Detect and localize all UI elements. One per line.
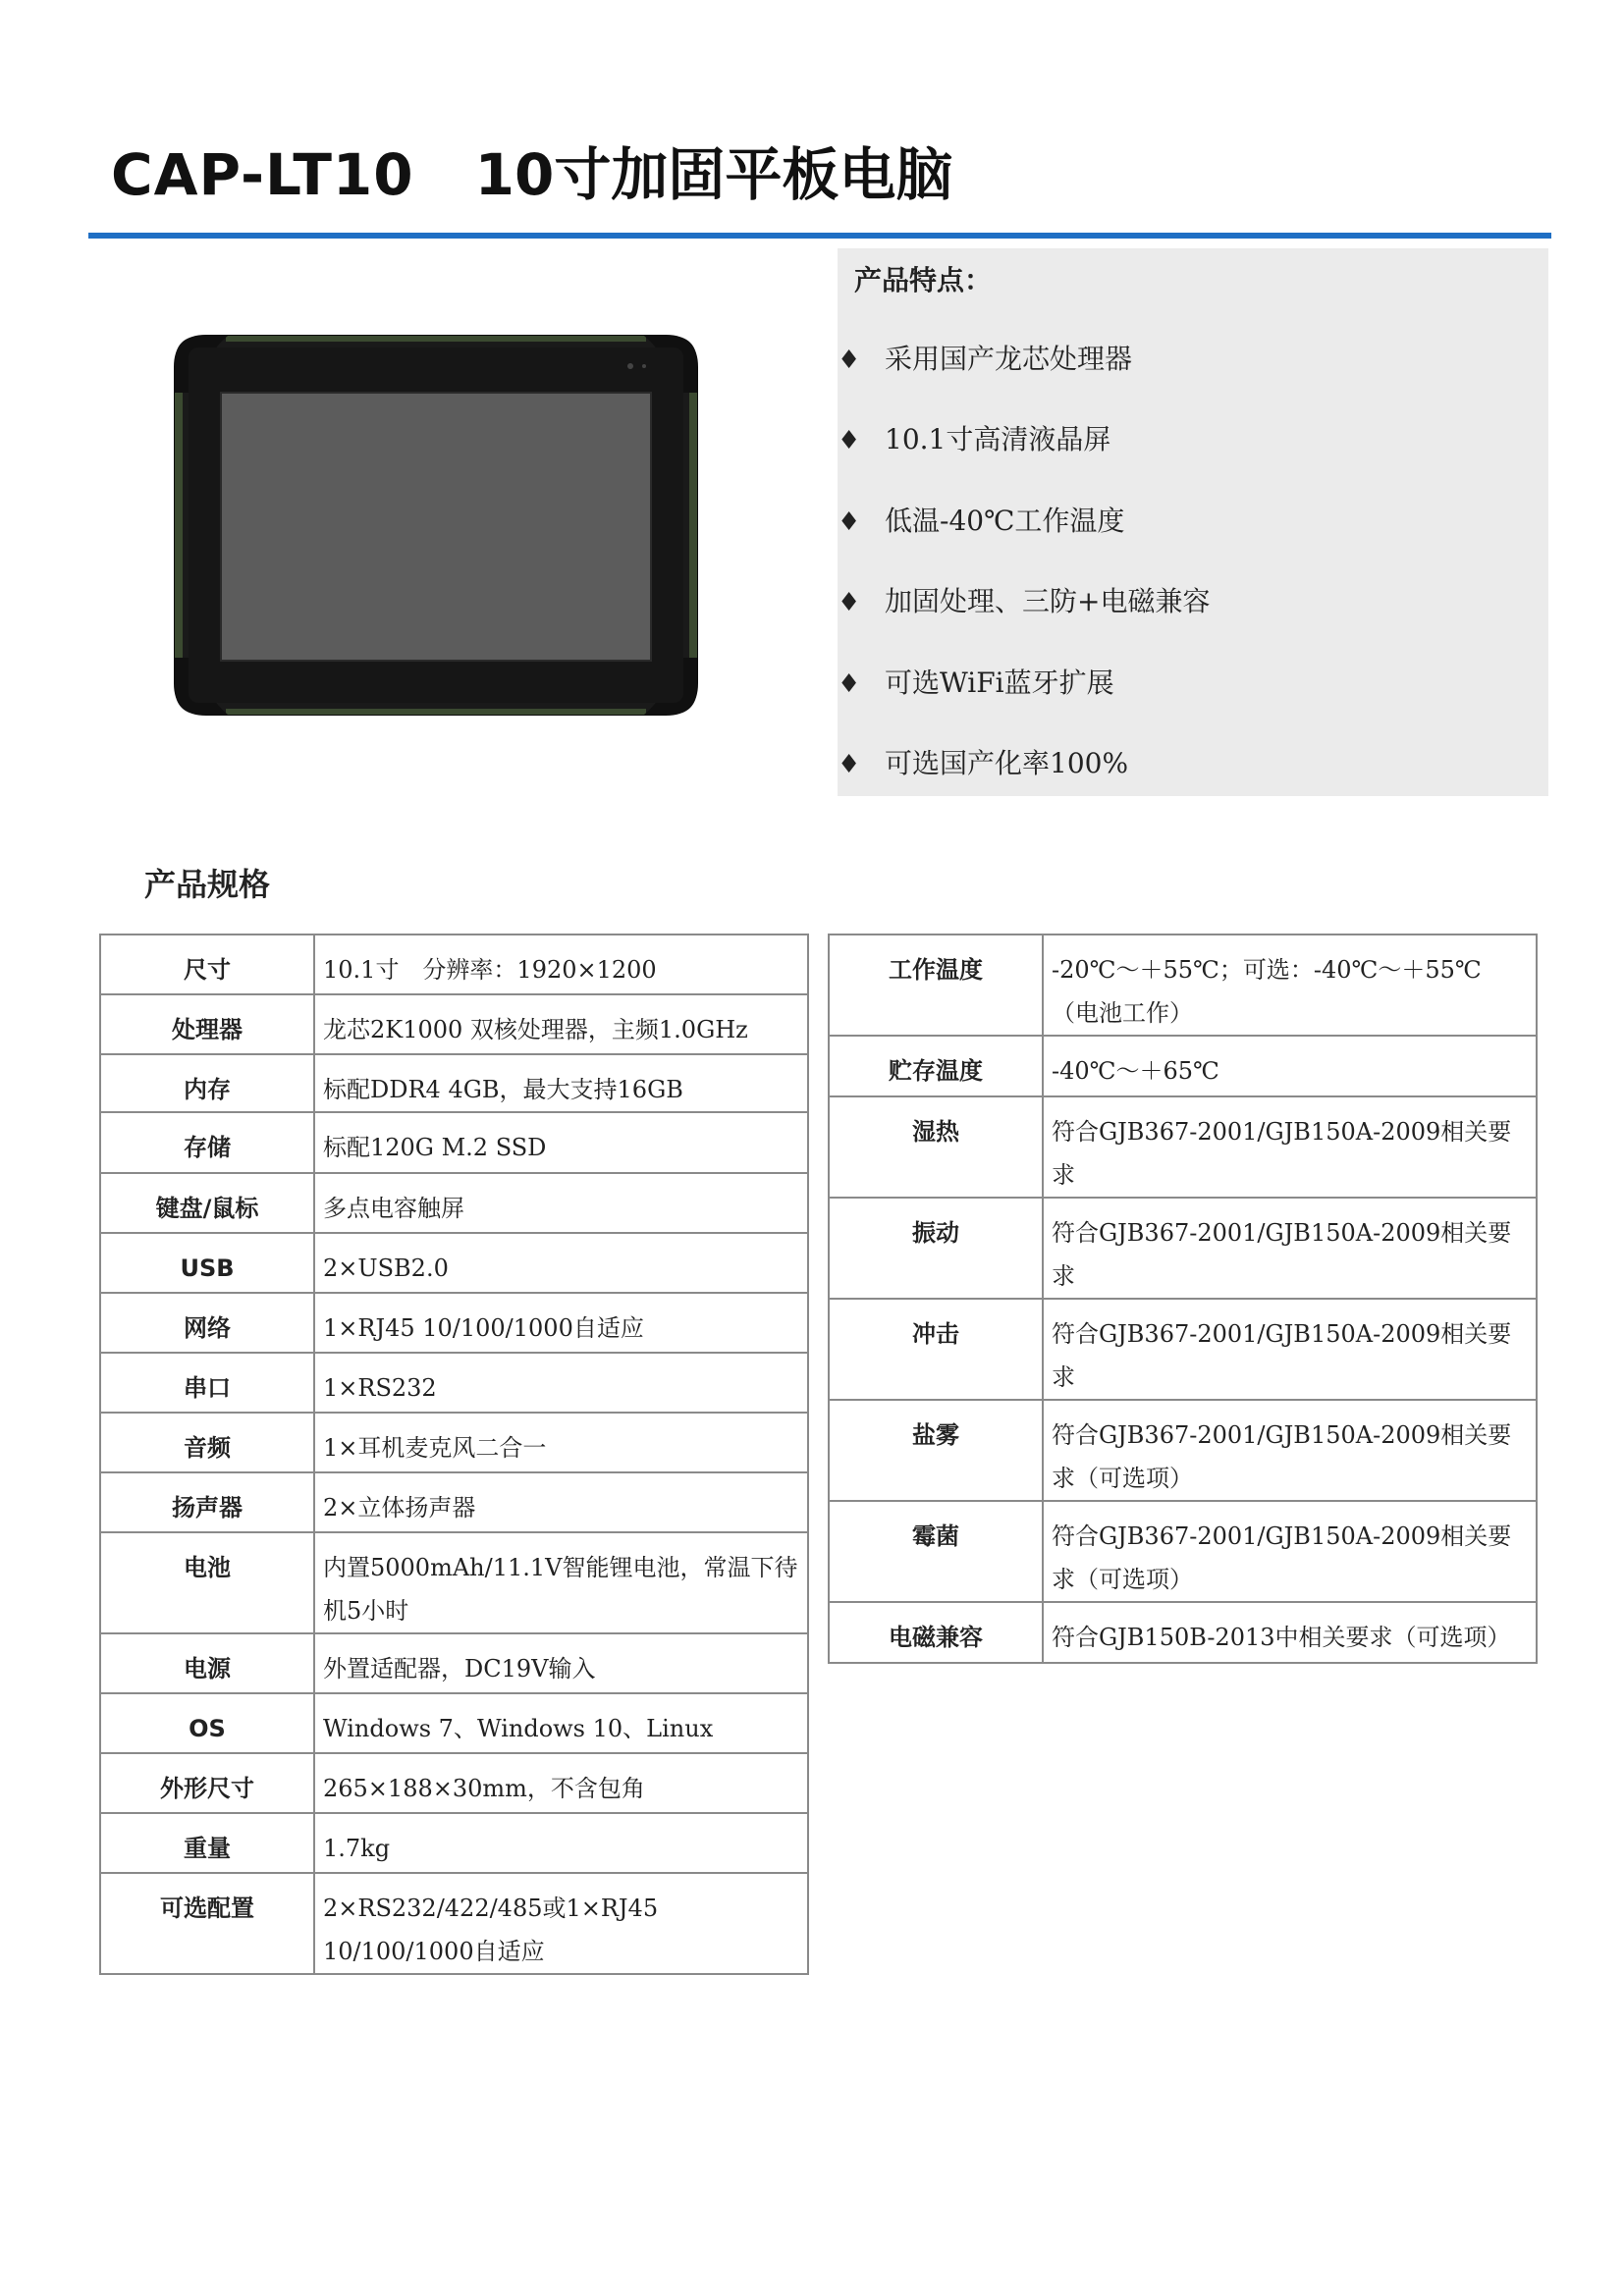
- spec-row: [100, 1173, 808, 1233]
- spec-value: 1×RJ45 10/100/1000自适应: [314, 1293, 808, 1353]
- spec-label: 内存: [100, 1054, 314, 1112]
- spec-label: 音频: [100, 1413, 314, 1472]
- page-title: [111, 135, 952, 214]
- spec-row: [829, 1198, 1537, 1299]
- feature-item: [838, 495, 1548, 575]
- spec-label: 湿热: [829, 1096, 1043, 1198]
- spec-value: 内置5000mAh/11.1V智能锂电池，常温下待机5小时: [314, 1532, 808, 1633]
- spec-value: 符合GJB150B-2013中相关要求（可选项）: [1043, 1602, 1537, 1663]
- spec-table-right: [828, 934, 1538, 1664]
- feature-item: [838, 657, 1548, 737]
- features-title: 产品特点：: [854, 264, 993, 296]
- spec-row: [100, 934, 808, 994]
- spec-row: [100, 1813, 808, 1873]
- model-code: CAP-LT10: [111, 141, 414, 208]
- spec-row: [829, 1400, 1537, 1501]
- spec-row: [100, 1753, 808, 1813]
- feature-item: [838, 333, 1548, 413]
- spec-label: USB: [100, 1233, 314, 1293]
- spec-label: 处理器: [100, 994, 314, 1054]
- diamond-bullet-icon: ♦: [838, 668, 861, 699]
- spec-label: 电源: [100, 1633, 314, 1693]
- product-name: 10寸加固平板电脑: [474, 141, 953, 208]
- spec-value: -20℃～＋55℃；可选：-40℃～＋55℃（电池工作）: [1043, 934, 1537, 1036]
- spec-value: -40℃～＋65℃: [1043, 1036, 1537, 1096]
- spec-row: [100, 1413, 808, 1472]
- diamond-bullet-icon: ♦: [838, 588, 861, 618]
- spec-row: [829, 1602, 1537, 1663]
- feature-text: 加固处理、三防+电磁兼容: [885, 585, 1211, 618]
- spec-label: 扬声器: [100, 1472, 314, 1532]
- spec-value: 1×耳机麦克风二合一: [314, 1413, 808, 1472]
- spec-label: 冲击: [829, 1299, 1043, 1400]
- spec-label: 霉菌: [829, 1501, 1043, 1602]
- spec-value: 外置适配器，DC19V输入: [314, 1633, 808, 1693]
- spec-value: 符合GJB367-2001/GJB150A-2009相关要求: [1043, 1299, 1537, 1400]
- spec-label: 网络: [100, 1293, 314, 1353]
- feature-text: 低温-40℃工作温度: [885, 504, 1125, 537]
- spec-value: 1.7kg: [314, 1813, 808, 1873]
- diamond-bullet-icon: ♦: [838, 426, 861, 456]
- features-panel: [838, 248, 1548, 796]
- feature-item: [838, 575, 1548, 656]
- spec-value: 2×USB2.0: [314, 1233, 808, 1293]
- spec-value: 龙芯2K1000 双核处理器，主频1.0GHz: [314, 994, 808, 1054]
- spec-label: 可选配置: [100, 1873, 314, 1974]
- spec-value: 10.1寸 分辨率：1920×1200: [314, 934, 808, 994]
- title-divider: [88, 233, 1551, 239]
- spec-row: [100, 1233, 808, 1293]
- spec-label: 外形尺寸: [100, 1753, 314, 1813]
- spec-value: 标配DDR4 4GB，最大支持16GB: [314, 1054, 808, 1112]
- spec-label: 盐雾: [829, 1400, 1043, 1501]
- spec-value: 符合GJB367-2001/GJB150A-2009相关要求: [1043, 1198, 1537, 1299]
- spec-value: 2×RS232/422/485或1×RJ45 10/100/1000自适应: [314, 1873, 808, 1974]
- spec-row: [829, 1096, 1537, 1198]
- spec-label: 存储: [100, 1112, 314, 1173]
- spec-row: [829, 1036, 1537, 1096]
- spec-label: 贮存温度: [829, 1036, 1043, 1096]
- spec-value: 符合GJB367-2001/GJB150A-2009相关要求: [1043, 1096, 1537, 1198]
- diamond-bullet-icon: ♦: [838, 507, 861, 537]
- spec-label: 键盘/鼠标: [100, 1173, 314, 1233]
- spec-row: [100, 1112, 808, 1173]
- features-list: [838, 333, 1548, 818]
- spec-heading: 产品规格: [144, 866, 271, 903]
- spec-label: 振动: [829, 1198, 1043, 1299]
- feature-item: [838, 737, 1548, 818]
- spec-label: 重量: [100, 1813, 314, 1873]
- diamond-bullet-icon: ♦: [838, 749, 861, 779]
- spec-row: [100, 1633, 808, 1693]
- spec-label: 电池: [100, 1532, 314, 1633]
- spec-row: [829, 1299, 1537, 1400]
- feature-text: 可选国产化率100%: [885, 746, 1129, 779]
- spec-value: 265×188×30mm，不含包角: [314, 1753, 808, 1813]
- spec-value: Windows 7、Windows 10、Linux: [314, 1693, 808, 1753]
- spec-table-left: [99, 934, 809, 1975]
- spec-row: [100, 1054, 808, 1112]
- diamond-bullet-icon: ♦: [838, 346, 861, 375]
- spec-row: [100, 1472, 808, 1532]
- spec-value: 符合GJB367-2001/GJB150A-2009相关要求（可选项）: [1043, 1501, 1537, 1602]
- spec-row: [100, 1353, 808, 1413]
- spec-row: [100, 1873, 808, 1974]
- feature-text: 采用国产龙芯处理器: [885, 343, 1133, 375]
- spec-row: [100, 1693, 808, 1753]
- spec-value: 2×立体扬声器: [314, 1472, 808, 1532]
- spec-value: 符合GJB367-2001/GJB150A-2009相关要求（可选项）: [1043, 1400, 1537, 1501]
- spec-row: [829, 1501, 1537, 1602]
- spec-label: 尺寸: [100, 934, 314, 994]
- spec-row: [829, 934, 1537, 1036]
- feature-item: [838, 413, 1548, 494]
- spec-label: OS: [100, 1693, 314, 1753]
- spec-label: 电磁兼容: [829, 1602, 1043, 1663]
- tablet-product-image: [167, 334, 707, 717]
- spec-value: 1×RS232: [314, 1353, 808, 1413]
- spec-row: [100, 1532, 808, 1633]
- spec-value: 多点电容触屏: [314, 1173, 808, 1233]
- spec-row: [100, 1293, 808, 1353]
- spec-label: 工作温度: [829, 934, 1043, 1036]
- spec-value: 标配120G M.2 SSD: [314, 1112, 808, 1173]
- feature-text: 可选WiFi蓝牙扩展: [885, 666, 1114, 699]
- spec-row: [100, 994, 808, 1054]
- feature-text: 10.1寸高清液晶屏: [885, 423, 1111, 456]
- spec-label: 串口: [100, 1353, 314, 1413]
